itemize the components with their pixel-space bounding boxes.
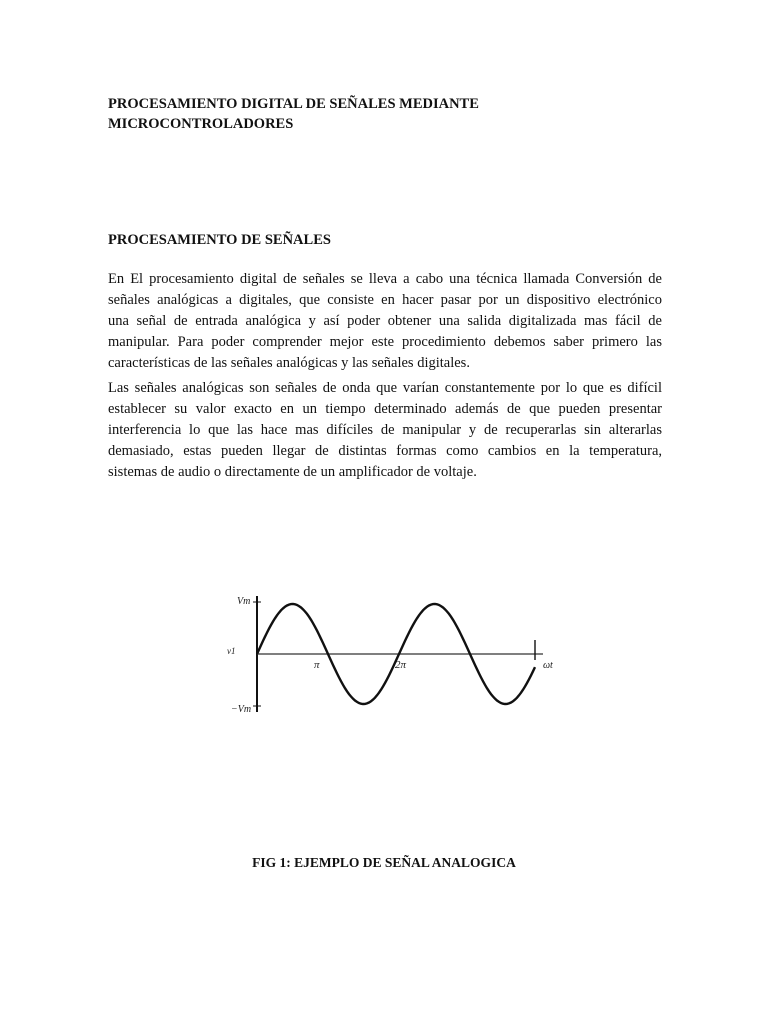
paragraph-intro-line-5: características de las señales analógicas y las señales digitales.	[108, 355, 470, 371]
paragraph-analog-line-2: establecer su valor exacto en un tiempo determinado además de que pueden presentar	[108, 401, 662, 417]
label-2pi: 2π	[395, 659, 407, 671]
paragraph-analog-signals	[108, 378, 662, 483]
label-v1: v1	[227, 646, 236, 656]
section-heading: PROCESAMIENTO DE SEÑALES	[108, 232, 331, 248]
sine-wave-svg	[225, 588, 555, 716]
document-title-line-1: PROCESAMIENTO DIGITAL DE SEÑALES MEDIANTE	[108, 96, 479, 112]
paragraph-intro-line-4: manipular. Para poder comprender mejor este procedimiento debemos saber primero las	[108, 334, 662, 350]
document-title-line-2: MICROCONTROLADORES	[108, 116, 294, 132]
paragraph-analog-line-5: sistemas de audio o directamente de un amplificador de voltaje.	[108, 464, 477, 480]
paragraph-analog-line-3: interferencia lo que las hace mas difíciles de manipular y de recuperarlas sin alterarlas	[108, 422, 662, 438]
paragraph-analog-line-1: Las señales analógicas son señales de onda que varían constantemente por lo que es difícil	[108, 380, 662, 396]
paragraph-intro	[108, 269, 662, 374]
paragraph-analog-line-4: demasiado, estas pueden llegar de distintas formas como cambios en la temperatura,	[108, 443, 662, 459]
figure-caption: FIG 1: EJEMPLO DE SEÑAL ANALOGICA	[252, 855, 516, 870]
paragraph-intro-line-2: señales analógicas a digitales, que consiste en hacer pasar por un dispositivo electrónico	[108, 292, 662, 308]
paragraph-intro-line-3: una señal de entrada analógica y así poder obtener una salida digitalizada mas fácil de	[108, 313, 662, 329]
label-neg-vm: −Vm	[231, 704, 252, 715]
label-wt: ωt	[543, 660, 553, 671]
sine-wave-figure	[225, 588, 555, 716]
document-title	[108, 94, 668, 134]
label-vm: Vm	[237, 596, 251, 607]
paragraph-intro-line-1: En El procesamiento digital de señales se lleva a cabo una técnica llamada Conversión de	[108, 271, 662, 287]
label-pi: π	[314, 659, 320, 671]
